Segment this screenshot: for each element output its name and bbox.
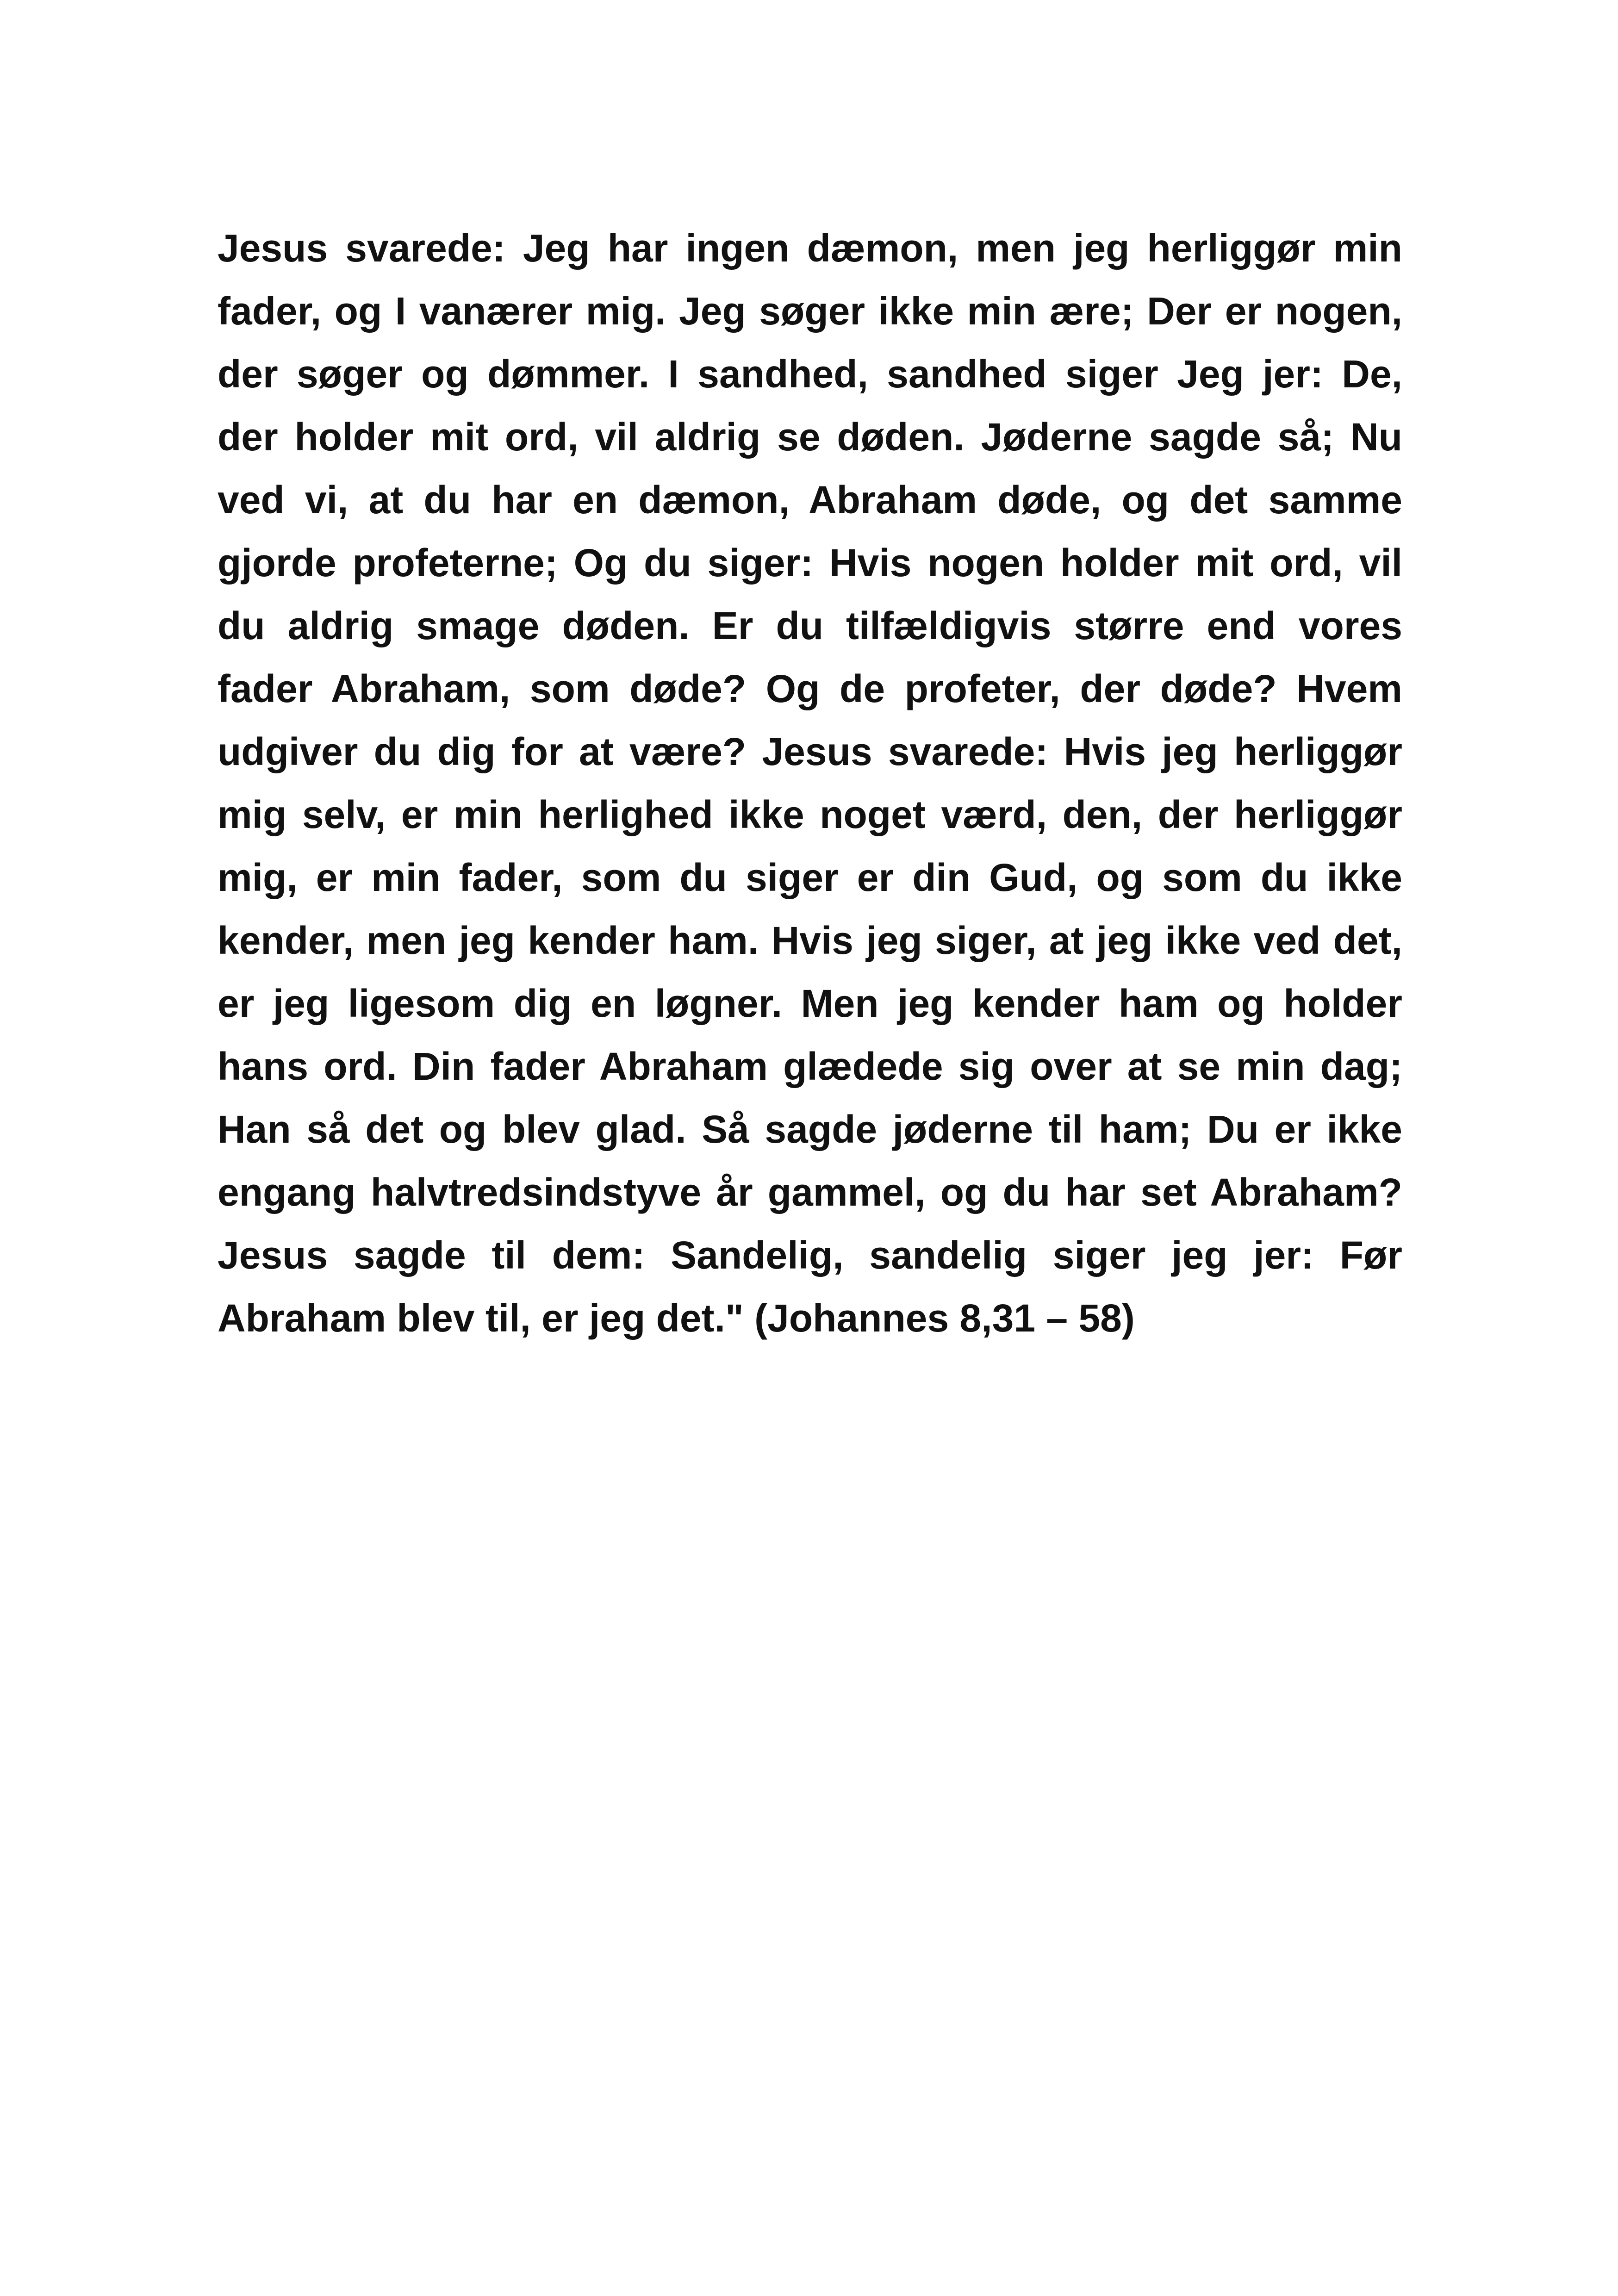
- text-line-6: gjorde profeterne; Og du siger: Hvis nogen holder mit ord, vil: [218, 541, 1402, 585]
- text-line-2: fader, og I vanærer mig. Jeg søger ikke min ære; Der er nogen,: [218, 289, 1402, 333]
- text-line-11: mig, er min fader, som du siger er din Gud, og som du ikke: [218, 856, 1402, 899]
- text-line-12: kender, men jeg kender ham. Hvis jeg siger, at jeg ikke ved det,: [218, 919, 1402, 962]
- text-line-5: ved vi, at du har en dæmon, Abraham døde, og det samme: [218, 478, 1402, 522]
- text-line-8: fader Abraham, som døde? Og de profeter, der døde? Hvem: [218, 667, 1402, 710]
- text-line-18: Abraham blev til, er jeg det." (Johannes 8,31 – 58): [218, 1296, 1135, 1340]
- text-line-4: der holder mit ord, vil aldrig se døden. Jøderne sagde så; Nu: [218, 415, 1402, 459]
- text-line-7: du aldrig smage døden. Er du tilfældigvis større end vores: [218, 604, 1402, 647]
- text-line-15: Han så det og blev glad. Så sagde jøderne til ham; Du er ikke: [218, 1108, 1402, 1151]
- text-line-9: udgiver du dig for at være? Jesus svarede: Hvis jeg herliggør: [218, 730, 1402, 773]
- text-line-1: Jesus svarede: Jeg har ingen dæmon, men jeg herliggør min: [218, 226, 1402, 270]
- text-line-16: engang halvtredsindstyve år gammel, og du har set Abraham?: [218, 1170, 1402, 1214]
- body-paragraph: [218, 217, 1402, 1350]
- text-line-17: Jesus sagde til dem: Sandelig, sandelig siger jeg jer: Før: [218, 1233, 1402, 1277]
- text-line-14: hans ord. Din fader Abraham glædede sig over at se min dag;: [218, 1045, 1402, 1088]
- text-line-13: er jeg ligesom dig en løgner. Men jeg kender ham og holder: [218, 982, 1402, 1025]
- text-line-10: mig selv, er min herlighed ikke noget værd, den, der herliggør: [218, 793, 1402, 836]
- text-line-3: der søger og dømmer. I sandhed, sandhed siger Jeg jer: De,: [218, 352, 1402, 396]
